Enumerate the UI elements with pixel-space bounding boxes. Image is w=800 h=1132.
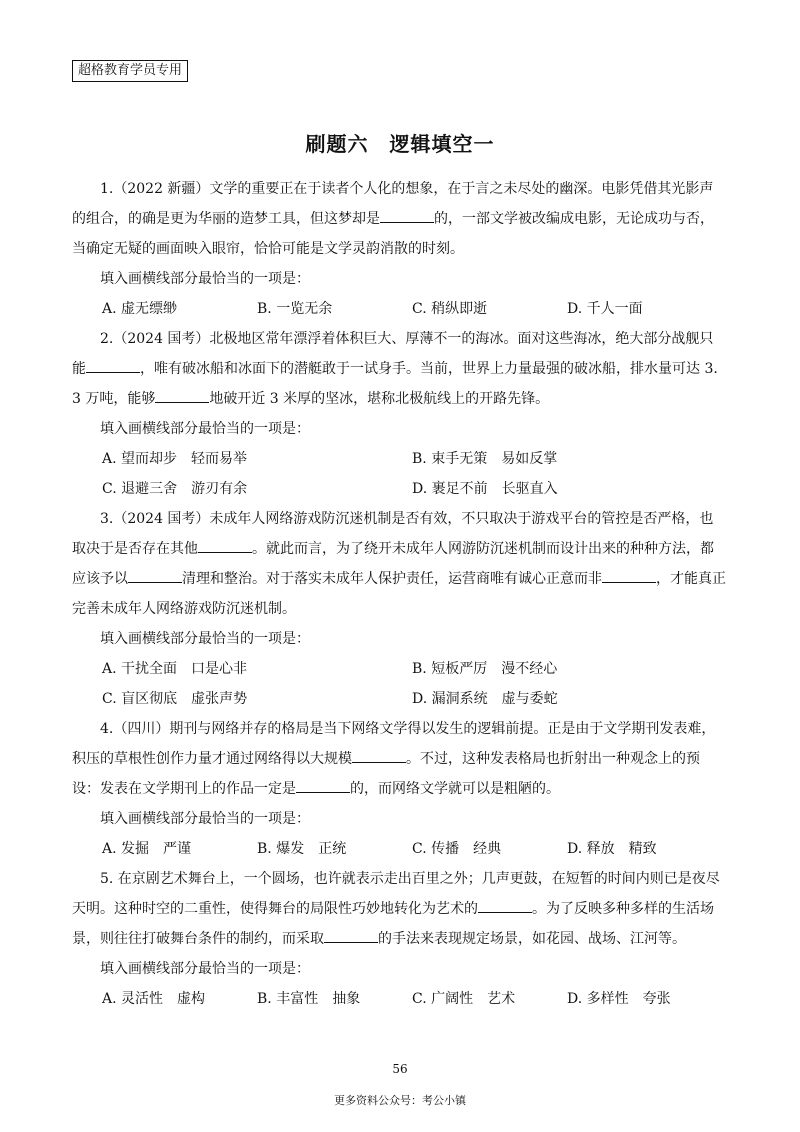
option-list	[72, 444, 727, 504]
option-d: D. 裹足不前 长驱直入	[412, 481, 558, 497]
text-segment: 2.（2024 国考）北极地区常年漂浮着体积巨大、厚薄不一的海冰。面对这些海冰，绝大部分战舰只能	[72, 331, 714, 377]
text-segment: 的，而网络文学就可以是粗陋的。	[350, 781, 560, 797]
question-1	[72, 174, 727, 324]
text-segment: ，才能真正完善未成年人网络游戏防沉迷机制。	[72, 571, 726, 617]
question-prompt: 填入画横线部分最恰当的一项是：	[100, 421, 310, 437]
option-list	[72, 294, 727, 324]
answer-blank	[155, 388, 209, 403]
question-2	[72, 324, 727, 504]
option-d: D. 漏洞系统 虚与委蛇	[412, 691, 558, 707]
answer-blank	[478, 898, 532, 913]
question-prompt: 填入画横线部分最恰当的一项是：	[100, 961, 310, 977]
text-segment: 。就此而言，为了绕开未成年人网游防沉迷机制而设计出来的种种方法，都应该予以	[72, 541, 714, 587]
option-a: A. 虚无缥缈	[102, 301, 178, 317]
text-segment: 。为了反映多种多样的生活场景，则往往打破舞台条件的制约，而采取	[72, 901, 714, 947]
option-c: C. 稍纵即逝	[412, 301, 488, 317]
question-text	[72, 714, 727, 804]
answer-blank	[296, 778, 350, 793]
option-d: D. 千人一面	[567, 301, 643, 317]
option-a: A. 望而却步 轻而易举	[102, 451, 248, 467]
page-number: 56	[392, 1062, 408, 1076]
text-segment: 的，一部文学被改编成电影，无论成功与否，当确定无疑的画面映入眼帘，恰恰可能是文学灵韵消散的时刻。	[72, 211, 714, 257]
option-a: A. 发掘 严谨	[102, 841, 192, 857]
answer-blank	[352, 748, 406, 763]
option-c: C. 退避三舍 游刃有余	[102, 481, 248, 497]
text-segment: ，唯有破冰船和冰面下的潜艇敢于一试身手。当前，世界上力量最强的破冰船，排水量可达 3. 3 万吨，能够	[72, 361, 718, 407]
text-segment: 5. 在京剧艺术舞台上，一个圆场，也许就表示走出百里之外；几声更鼓，在短暂的时间内则已是夜尽天明。这种时空的二重性，使得舞台的局限性巧妙地转化为艺术的	[72, 871, 720, 917]
option-list	[72, 654, 727, 714]
answer-blank	[324, 928, 378, 943]
option-c: C. 广阔性 艺术	[412, 991, 516, 1007]
footer-note: 更多资料公众号：考公小镇	[334, 1094, 466, 1107]
answer-blank	[380, 208, 434, 223]
question-text	[72, 324, 727, 414]
option-list	[72, 834, 727, 864]
text-segment: 清理和整治。对于落实未成年人保护责任，运营商唯有诚心正意而非	[182, 571, 602, 587]
question-text	[72, 864, 727, 954]
answer-blank	[602, 568, 656, 583]
question-prompt: 填入画横线部分最恰当的一项是：	[100, 811, 310, 827]
question-3	[72, 504, 727, 714]
question-5	[72, 864, 727, 1014]
option-d: D. 释放 精致	[567, 841, 657, 857]
answer-blank	[198, 538, 252, 553]
page-title: 刷题六 逻辑填空一	[305, 132, 495, 156]
option-c: C. 传播 经典	[412, 841, 502, 857]
question-list	[72, 174, 727, 1014]
answer-blank	[128, 568, 182, 583]
option-b: B. 爆发 正统	[257, 841, 347, 857]
option-d: D. 多样性 夸张	[567, 991, 671, 1007]
text-segment: 4.（四川）期刊与网络并存的格局是当下网络文学得以发生的逻辑前提。正是由于文学期刊发表难，积压的草根性创作力量才通过网络得以大规模	[72, 721, 716, 767]
text-segment: 1.（2022 新疆）文学的重要正在于读者个人化的想象，在于言之未尽处的幽深。电影凭借其光影声的组合，的确是更为华丽的造梦工具，但这梦却是	[72, 181, 714, 227]
question-prompt: 填入画横线部分最恰当的一项是：	[100, 271, 310, 287]
text-segment: 。不过，这种发表格局也折射出一种观念上的预设：发表在文学期刊上的作品一定是	[72, 751, 700, 797]
option-b: B. 丰富性 抽象	[257, 991, 361, 1007]
text-segment: 的手法来表现规定场景，如花园、战场、江河等。	[378, 931, 686, 947]
question-prompt: 填入画横线部分最恰当的一项是：	[100, 631, 310, 647]
option-b: B. 短板严厉 漫不经心	[412, 661, 558, 677]
option-list	[72, 984, 727, 1014]
answer-blank	[86, 358, 140, 373]
option-a: A. 干扰全面 口是心非	[102, 661, 248, 677]
header-stamp: 超格教育学员专用	[72, 60, 188, 82]
question-text	[72, 174, 727, 264]
text-segment: 3.（2024 国考）未成年人网络游戏防沉迷机制是否有效，不只取决于游戏平台的管控是否严格，也取决于是否存在其他	[72, 511, 714, 557]
option-b: B. 束手无策 易如反掌	[412, 451, 558, 467]
question-text	[72, 504, 727, 624]
text-segment: 地破开近 3 米厚的坚冰，堪称北极航线上的开路先锋。	[209, 391, 550, 407]
option-b: B. 一览无余	[257, 301, 333, 317]
option-c: C. 盲区彻底 虚张声势	[102, 691, 248, 707]
option-a: A. 灵活性 虚构	[102, 991, 206, 1007]
question-4	[72, 714, 727, 864]
